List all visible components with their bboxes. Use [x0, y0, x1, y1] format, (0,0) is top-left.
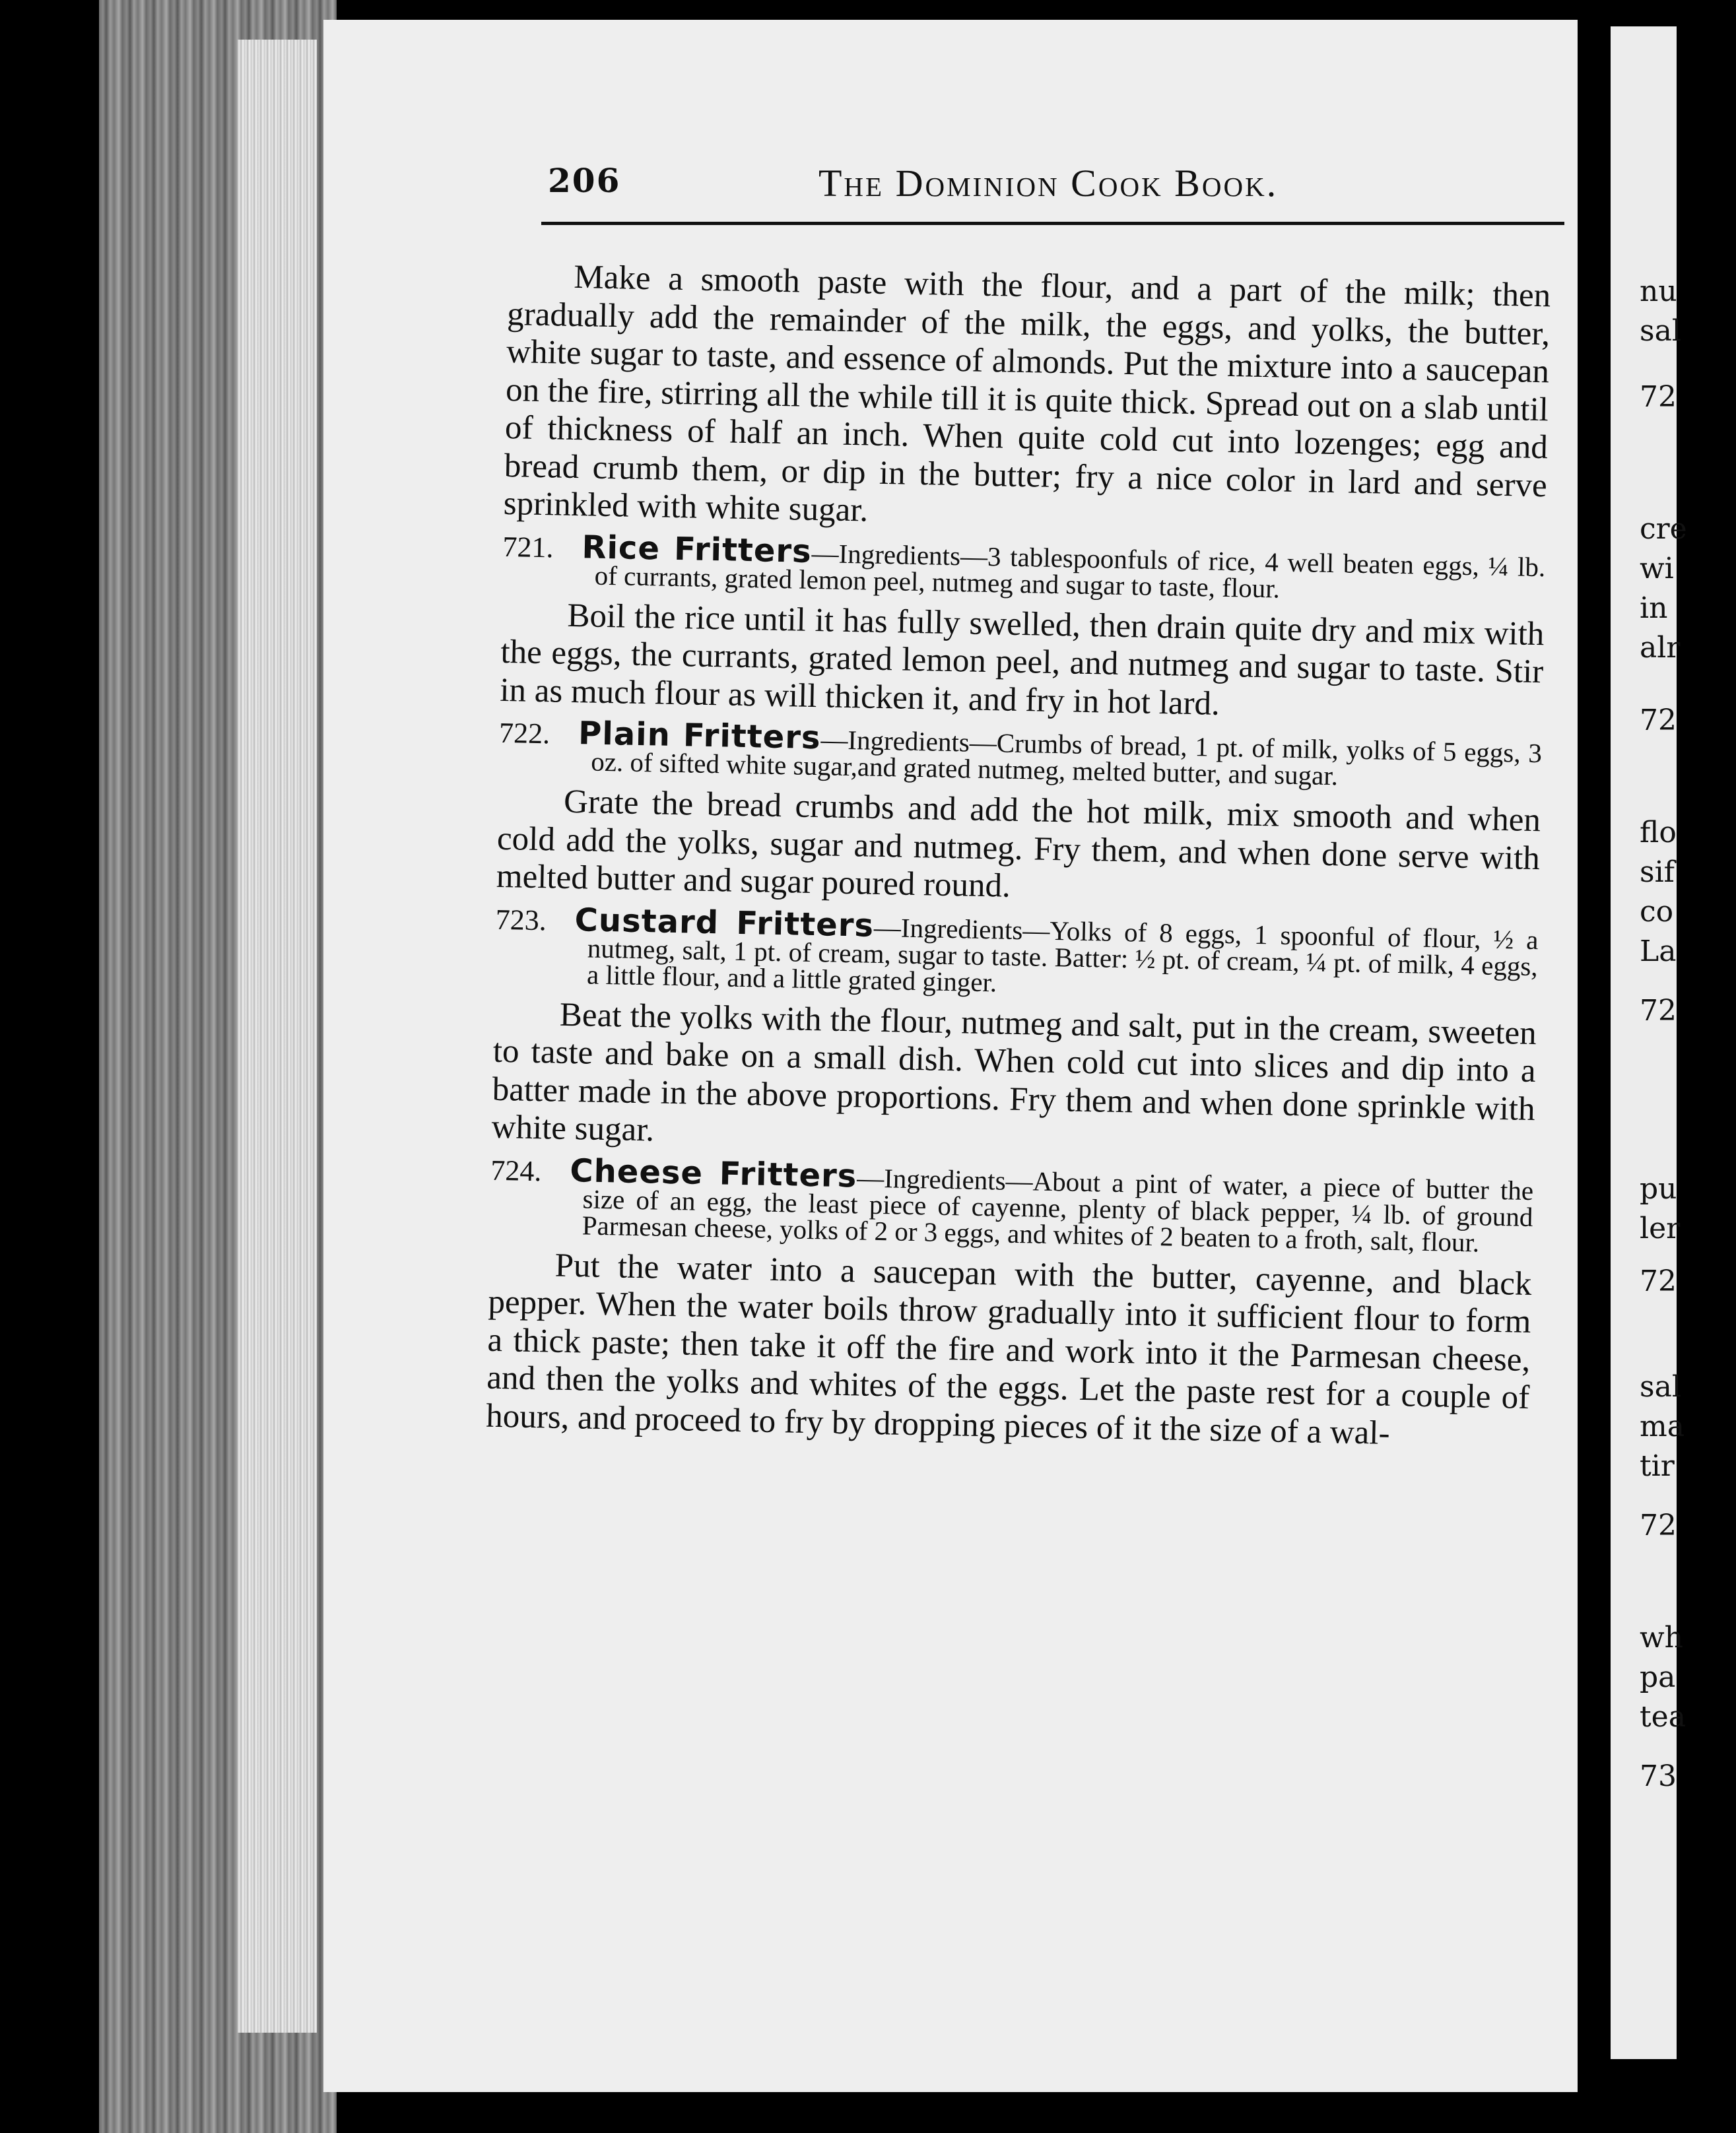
facing-page-fragment: nu [1640, 275, 1677, 308]
facing-page-fragment: 73 [1640, 1759, 1677, 1793]
recipe-number: 722. [498, 716, 551, 750]
header-rule [541, 222, 1564, 225]
facing-page-fragment: in [1640, 591, 1668, 625]
running-title: The Dominion Cook Book. [818, 162, 1279, 205]
recipe-ingredients: —Ingredients—About a pint of water, a piece of butter the size of an egg, the least piece of cayenne, plenty of black pepper, ¼ lb. of ground Parmesan cheese, yolks of 2 or 3 eggs, and whites of 2 beaten to a froth, salt, flour. [582, 1162, 1534, 1258]
recipe-method: Beat the yolks with the flour, nutmeg and salt, put in the cream, sweeten to taste and bake on a small dish. When cold cut into slices and dip into a batter made in the above proportions. Fry them and when done sprinkle with white sugar. [491, 996, 1537, 1149]
facing-page-fragment: 72 [1640, 1509, 1677, 1542]
book-page-edges-light [238, 40, 317, 2033]
facing-page-fragment: 72 [1640, 380, 1677, 414]
recipe-name: Rice Fritters [582, 528, 813, 570]
facing-page-fragment: co [1640, 895, 1674, 929]
recipe-heading [498, 715, 1543, 793]
recipe-heading [494, 901, 1539, 1005]
facing-page-fragment: wh [1640, 1621, 1683, 1655]
facing-page-fragment: La [1640, 935, 1677, 968]
facing-page-fragment: sal [1640, 314, 1681, 348]
recipe-name: Plain Fritters [578, 715, 822, 757]
recipe-name: Cheese Fritters [569, 1152, 857, 1195]
page-number: 206 [548, 161, 621, 200]
facing-page-fragment: flo [1640, 816, 1677, 849]
recipe-ingredients: —Ingredients—3 tablespoonfuls of rice, 4 well beaten eggs, ¼ lb. of currants, grated lemon peel, nutmeg and sugar to taste, flour. [594, 537, 1546, 604]
page-body [486, 257, 1551, 1462]
facing-page-fragment: sif [1640, 855, 1675, 889]
facing-page-edge [1611, 26, 1687, 2059]
recipe-method: Put the water into a saucepan with the butter, cayenne, and black pepper. When the water boils throw gradually into it sufficient flour to form a thick paste; then take it off the fire and work into it the Parmesan cheese, and then the yolks and whites of the eggs. Let the paste rest for a couple of hours, and proceed to fry by dropping pieces of it the size of a wal- [485, 1247, 1532, 1452]
page-header [548, 152, 1736, 205]
recipe-heading [490, 1152, 1534, 1258]
recipe-method: Boil the rice until it has fully swelled, then drain quite dry and mix with the eggs, the currants, grated lemon peel, and nutmeg and sugar to taste. Stir in as much flour as will thicken it, and fry in hot lard. [499, 597, 1545, 723]
facing-page-fragment: 72 [1640, 994, 1677, 1028]
recipe-heading [502, 528, 1546, 606]
facing-page-fragment: pa [1640, 1660, 1676, 1694]
facing-page-fragment: alr [1640, 631, 1681, 665]
facing-page-fragment: wi [1640, 552, 1674, 585]
recipe-number: 721. [502, 530, 554, 564]
facing-page-fragment: ma [1640, 1410, 1685, 1443]
recipe-ingredients: —Ingredients—Crumbs of bread, 1 pt. of milk, yolks of 5 eggs, 3 oz. of sifted white sugar,and grated nutmeg, melted butter, and sugar. [590, 724, 1543, 791]
recipe-method: Grate the bread crumbs and add the hot milk, mix smooth and when cold add the yolks, sugar and nutmeg. Fry them, and when done serve with melted butter and sugar poured round. [496, 783, 1541, 905]
opening-paragraph: Make a smooth paste with the flour, and a part of the milk; then gradually add the remainder of the milk, the eggs, and yolks, the butter, white sugar to taste, and essence of almonds. Put the mixture into a saucepan on the fire, stirring all the while till it is quite thick. Spread out on a slab until of thickness of half an inch. When quite cold cut into lozenges; egg and bread crumb them, or dip in the butter; fry a nice color in lard and serve sprinkled with white sugar. [503, 258, 1551, 529]
facing-page-fragment: cre [1640, 512, 1687, 546]
facing-page-fragment: ler [1640, 1212, 1681, 1245]
book-page [323, 20, 1578, 2092]
facing-page-fragment: tea [1640, 1700, 1686, 1734]
facing-page-fragment: pu [1640, 1172, 1677, 1206]
recipe-name: Custard Fritters [574, 901, 875, 944]
recipe-ingredients: —Ingredients—Yolks of 8 eggs, 1 spoonful of flour, ½ a nutmeg, salt, 1 pt. of cream, sugar to taste. Batter: ½ pt. of cream, ¼ pt. of milk, 4 eggs, a little flour, and a little grated ginger. [586, 911, 1539, 997]
facing-page-fragment: 72 [1640, 1264, 1677, 1298]
facing-page-fragment: 72 [1640, 704, 1677, 737]
facing-page-fragment: sal [1640, 1370, 1681, 1404]
facing-page-fragment: tir [1640, 1449, 1675, 1483]
recipe-number: 724. [490, 1154, 542, 1187]
recipe-number: 723. [495, 903, 547, 936]
